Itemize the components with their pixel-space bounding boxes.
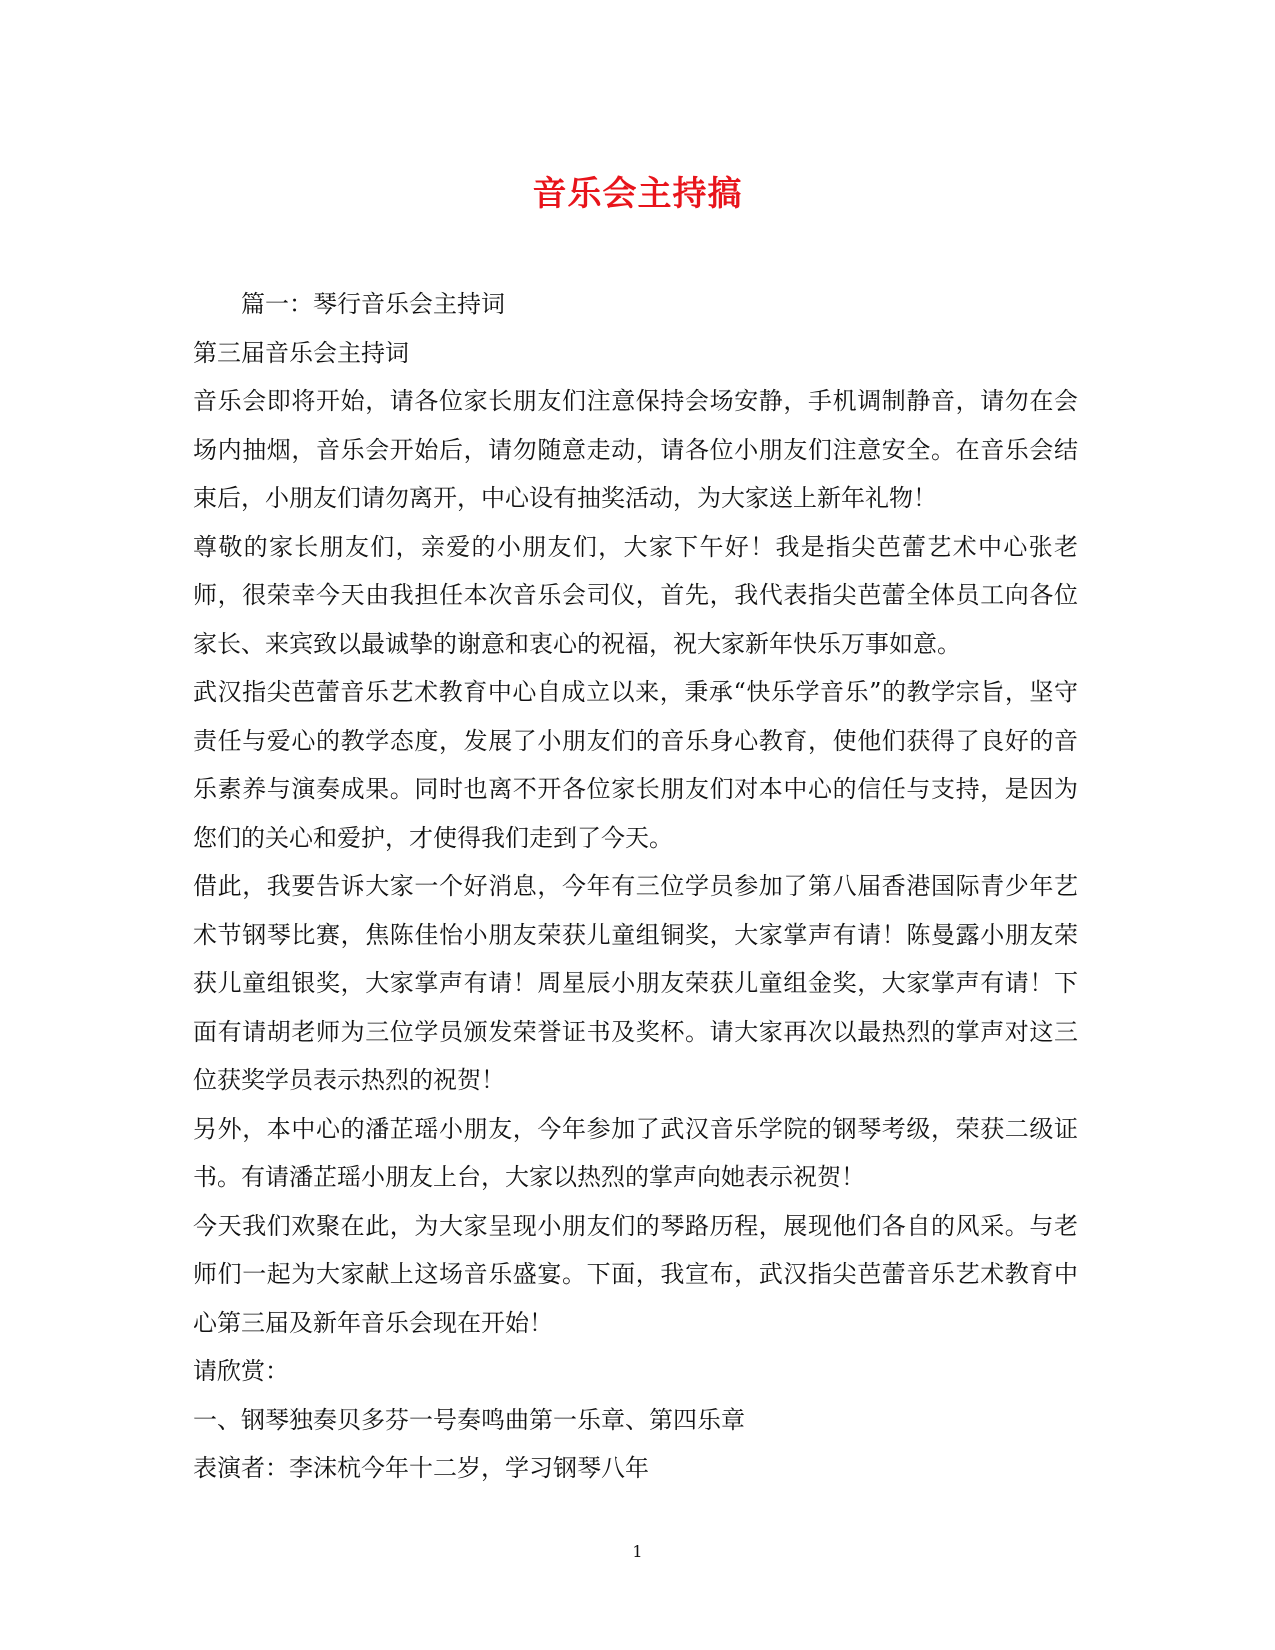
- subsection-heading: 第三届音乐会主持词: [193, 338, 409, 367]
- paragraph: 武汉指尖芭蕾音乐艺术教育中心自成立以来，秉承“快乐学音乐”的教学宗旨，坚守责任与爱心的教学态度，发展了小朋友们的音乐身心教育，使他们获得了良好的音乐素养与演奏成果。同时也离不开各位家长朋友们对本中心的信任与支持，是因为您们的关心和爱护，才使得我们走到了今天。: [193, 678, 1078, 852]
- paragraph: 请欣赏：: [193, 1357, 289, 1385]
- paragraph: 另外，本中心的潘芷瑶小朋友，今年参加了武汉音乐学院的钢琴考级，荣获二级证书。有请潘芷瑶小朋友上台，大家以热烈的掌声向她表示祝贺！: [193, 1114, 1078, 1191]
- paragraph: 今天我们欢聚在此，为大家呈现小朋友们的琴路历程，展现他们各自的风采。与老师们一起为大家献上这场音乐盛宴。下面，我宣布，武汉指尖芭蕾音乐艺术教育中心第三届及新年音乐会现在开始！: [193, 1211, 1078, 1337]
- performer-line: 表演者：李沫杭今年十二岁，学习钢琴八年: [193, 1454, 649, 1482]
- section-heading: 篇一：琴行音乐会主持词: [241, 290, 505, 318]
- document-body: [193, 280, 1078, 1493]
- program-item: 一、钢琴独奏贝多芬一号奏鸣曲第一乐章、第四乐章: [193, 1405, 745, 1434]
- paragraph: 音乐会即将开始，请各位家长朋友们注意保持会场安静，手机调制静音，请勿在会场内抽烟，音乐会开始后，请勿随意走动，请各位小朋友们注意安全。在音乐会结束后，小朋友们请勿离开，中心设有抽奖活动，为大家送上新年礼物！: [193, 387, 1078, 512]
- document-title: 音乐会主持搞: [532, 174, 743, 214]
- paragraph: 尊敬的家长朋友们，亲爱的小朋友们，大家下午好！我是指尖芭蕾艺术中心张老师，很荣幸今天由我担任本次音乐会司仪，首先，我代表指尖芭蕾全体员工向各位家长、来宾致以最诚挚的谢意和衷心的祝福，祝大家新年快乐万事如意。: [193, 532, 1078, 658]
- paragraph: 借此，我要告诉大家一个好消息，今年有三位学员参加了第八届香港国际青少年艺术节钢琴比赛，焦陈佳怡小朋友荣获儿童组铜奖，大家掌声有请！陈曼露小朋友荣获儿童组银奖，大家掌声有请！周星辰小朋友荣获儿童组金奖，大家掌声有请！下面有请胡老师为三位学员颁发荣誉证书及奖杯。请大家再次以最热烈的掌声对这三位获奖学员表示热烈的祝贺！: [193, 872, 1078, 1094]
- page-number: 1: [632, 1542, 643, 1561]
